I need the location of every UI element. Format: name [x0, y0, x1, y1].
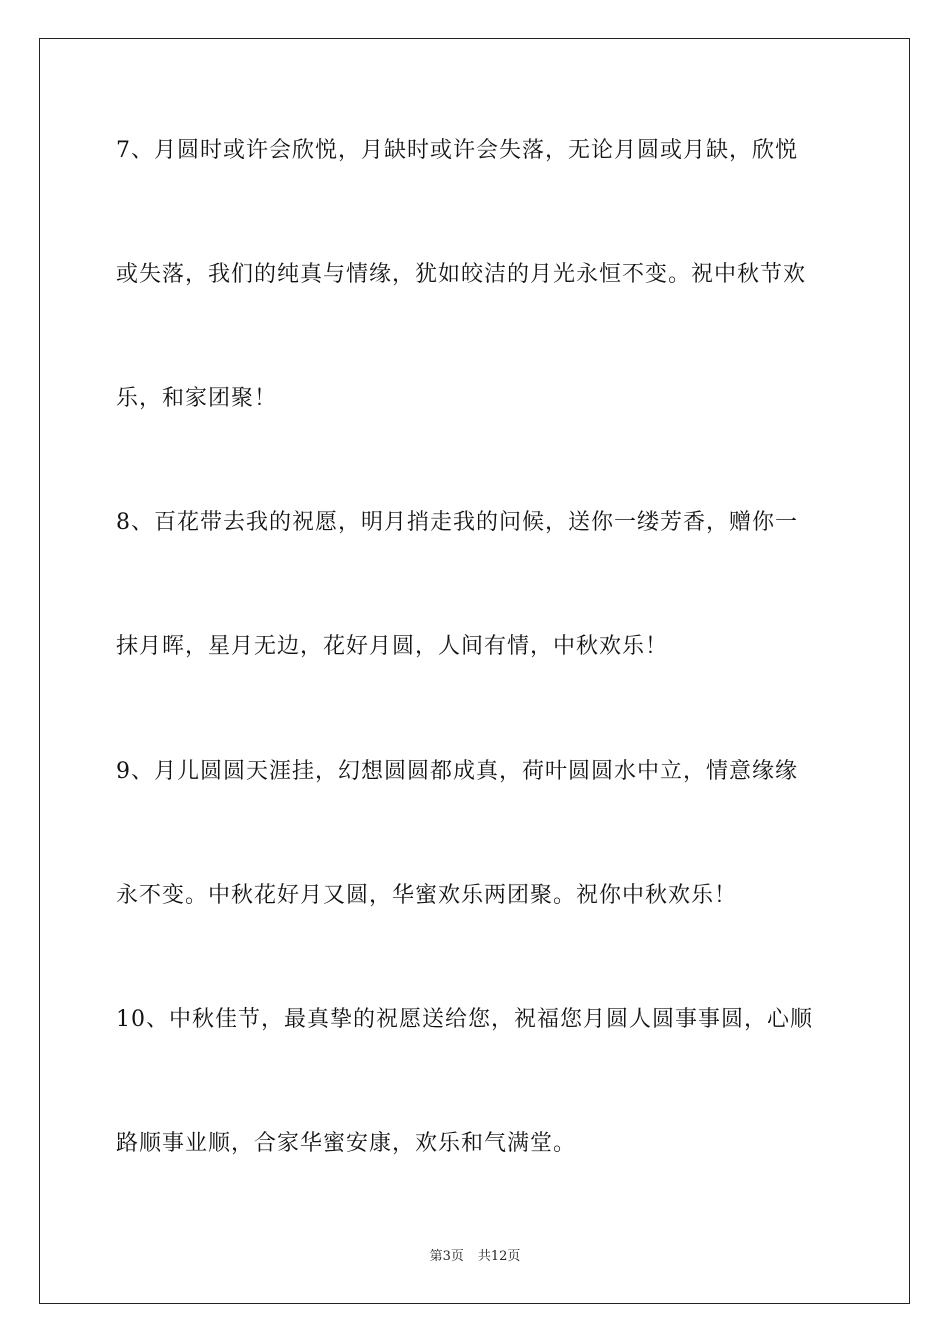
paragraph-8-line-1: 8、百花带去我的祝愿，明月捎走我的问候，送你一缕芳香，赠你一	[116, 510, 798, 535]
paragraph-7-line-3: 乐，和家团聚！	[116, 386, 278, 411]
paragraph-9-line-1: 9、月儿圆圆天涯挂，幻想圆圆都成真，荷叶圆圆水中立，情意缘缘	[116, 759, 798, 784]
paragraph-9-line-2: 永不变。中秋花好月又圆，华蜜欢乐两团聚。祝你中秋欢乐！	[116, 883, 738, 908]
page-footer	[0, 1248, 950, 1266]
page-number: 第3页	[429, 1249, 464, 1264]
paragraph-10-line-1: 10、中秋佳节，最真挚的祝愿送给您，祝福您月圆人圆事事圆，心顺	[116, 1007, 813, 1032]
paragraph-10-line-2: 路顺事业顺，合家华蜜安康，欢乐和气满堂。	[116, 1131, 577, 1156]
page-frame	[39, 38, 910, 1304]
paragraph-8-line-2: 抹月晖，星月无边，花好月圆，人间有情，中秋欢乐！	[116, 634, 669, 659]
page-total: 共12页	[477, 1249, 521, 1264]
paragraph-7-line-1: 7、月圆时或许会欣悦，月缺时或许会失落，无论月圆或月缺，欣悦	[116, 138, 798, 163]
paragraph-7-line-2: 或失落，我们的纯真与情缘，犹如皎洁的月光永恒不变。祝中秋节欢	[116, 262, 807, 287]
